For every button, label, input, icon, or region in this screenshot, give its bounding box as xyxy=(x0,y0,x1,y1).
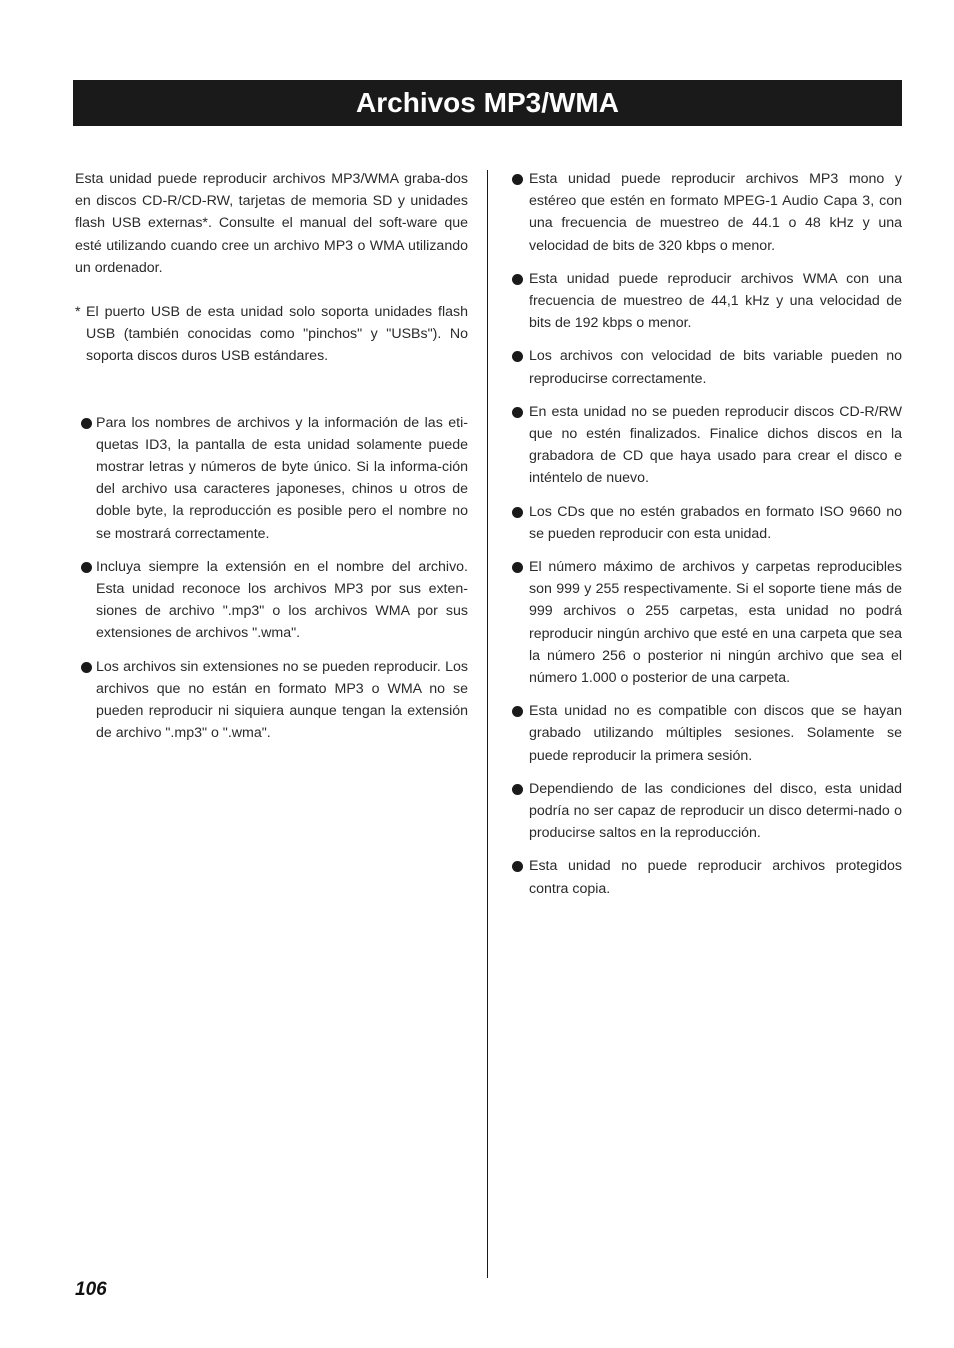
list-item xyxy=(512,168,902,257)
page-title: Archivos MP3/WMA xyxy=(356,87,619,118)
title-banner xyxy=(73,80,902,126)
list-item-text: Esta unidad no puede reproducir archivos protegidos contra copia. xyxy=(529,858,902,897)
list-item xyxy=(75,412,468,545)
usb-footnote xyxy=(75,301,468,368)
list-item xyxy=(512,778,902,845)
list-item-text: Esta unidad puede reproducir archivos MP3 mono y estéreo que estén en formato MPEG-1 Audio Capa 3, con una frecuencia de muestreo de 44.1 o 48 kHz y una velocidad de bits de 320 kbps o menor. xyxy=(529,171,902,254)
bullet-icon xyxy=(512,174,523,185)
list-item-text: Esta unidad no es compatible con discos que se hayan grabado utilizando múltiples sesiones. Solamente se puede reproducir la primera sesión. xyxy=(529,703,902,764)
list-item xyxy=(512,268,902,335)
list-item xyxy=(75,656,468,745)
intro-paragraph: Esta unidad puede reproducir archivos MP3/WMA graba-dos en discos CD-R/CD-RW, tarjetas de memoria SD y unidades flash USB externas*. Consulte el manual del soft-ware que esté utilizando cuando cree un archivo MP3 o WMA utilizando un ordenador. xyxy=(75,171,468,276)
list-item-text: Para los nombres de archivos y la información de las eti-quetas ID3, la pantalla de esta unidad solamente puede mostrar letras y números de byte único. Si la informa-ción del archivo usa caracteres japoneses, chinos u otros de doble byte, la reproducción es posible pero el nombre no se mostrará correctamente. xyxy=(96,414,468,542)
bullet-icon xyxy=(512,351,523,362)
right-bullet-list xyxy=(512,168,902,900)
bullet-icon xyxy=(81,418,92,429)
page-number: 106 xyxy=(75,1279,107,1300)
bullet-icon xyxy=(512,562,523,573)
list-item xyxy=(512,556,902,689)
bullet-icon xyxy=(512,706,523,717)
list-item-text: Esta unidad puede reproducir archivos WMA con una frecuencia de muestreo de 44,1 kHz y una velocidad de bits de 192 kbps o menor. xyxy=(529,270,902,332)
list-item xyxy=(75,556,468,645)
bullet-icon xyxy=(512,407,523,418)
right-column xyxy=(512,168,902,911)
bullet-icon xyxy=(81,562,92,573)
footnote-text: El puerto USB de esta unidad solo soporta unidades flash USB (también conocidas como "pinchos" y "USBs"). No soporta discos duros USB estándares. xyxy=(86,304,468,365)
list-item xyxy=(512,700,902,767)
list-item xyxy=(512,855,902,899)
bullet-icon xyxy=(81,662,92,673)
list-item-text: El número máximo de archivos y carpetas reproducibles son 999 y 255 respectivamente. Si el soporte tiene más de 999 archivos o 255 carpetas, esta unidad no podrá reproducir ningún archivo que esté en una carpeta que sea la número 256 o posterior ni ningún archivo que sea el número 1.000 o posterior de una carpeta. xyxy=(529,559,902,687)
list-item-text: Los archivos sin extensiones no se pueden reproducir. Los archivos que no están en formato MP3 o WMA no se pueden reproducir ni siquiera aunque tengan la extensión de archivo ".mp3" o ".wma". xyxy=(96,658,468,742)
bullet-icon xyxy=(512,274,523,285)
left-bullet-list xyxy=(75,412,468,745)
bullet-icon xyxy=(512,507,523,518)
list-item-text: Los CDs que no estén grabados en formato ISO 9660 no se pueden reproducir con esta unidad. xyxy=(529,503,902,542)
list-item xyxy=(512,345,902,389)
footnote-asterisk: * xyxy=(75,304,81,321)
column-divider xyxy=(487,170,488,1278)
bullet-icon xyxy=(512,861,523,872)
list-item-text: Los archivos con velocidad de bits variable pueden no reproducirse correctamente. xyxy=(529,348,902,387)
left-column xyxy=(75,168,468,755)
list-item xyxy=(512,401,902,490)
list-item-text: Incluya siempre la extensión en el nombre del archivo. Esta unidad reconoce los archivos MP3 por sus exten-siones de archivo ".mp3" o los archivos WMA por sus extensiones de archivos ".wma". xyxy=(96,558,468,642)
list-item-text: Dependiendo de las condiciones del disco, esta unidad podría no ser capaz de reproducir un disco determi-nado o producirse saltos en la reproducción. xyxy=(529,780,902,842)
bullet-icon xyxy=(512,784,523,795)
list-item-text: En esta unidad no se pueden reproducir discos CD-R/RW que no estén finalizados. Finalice dichos discos en la grabadora de CD que haya usado para crear el disco e inténtelo de nuevo. xyxy=(529,403,902,487)
list-item xyxy=(512,501,902,545)
